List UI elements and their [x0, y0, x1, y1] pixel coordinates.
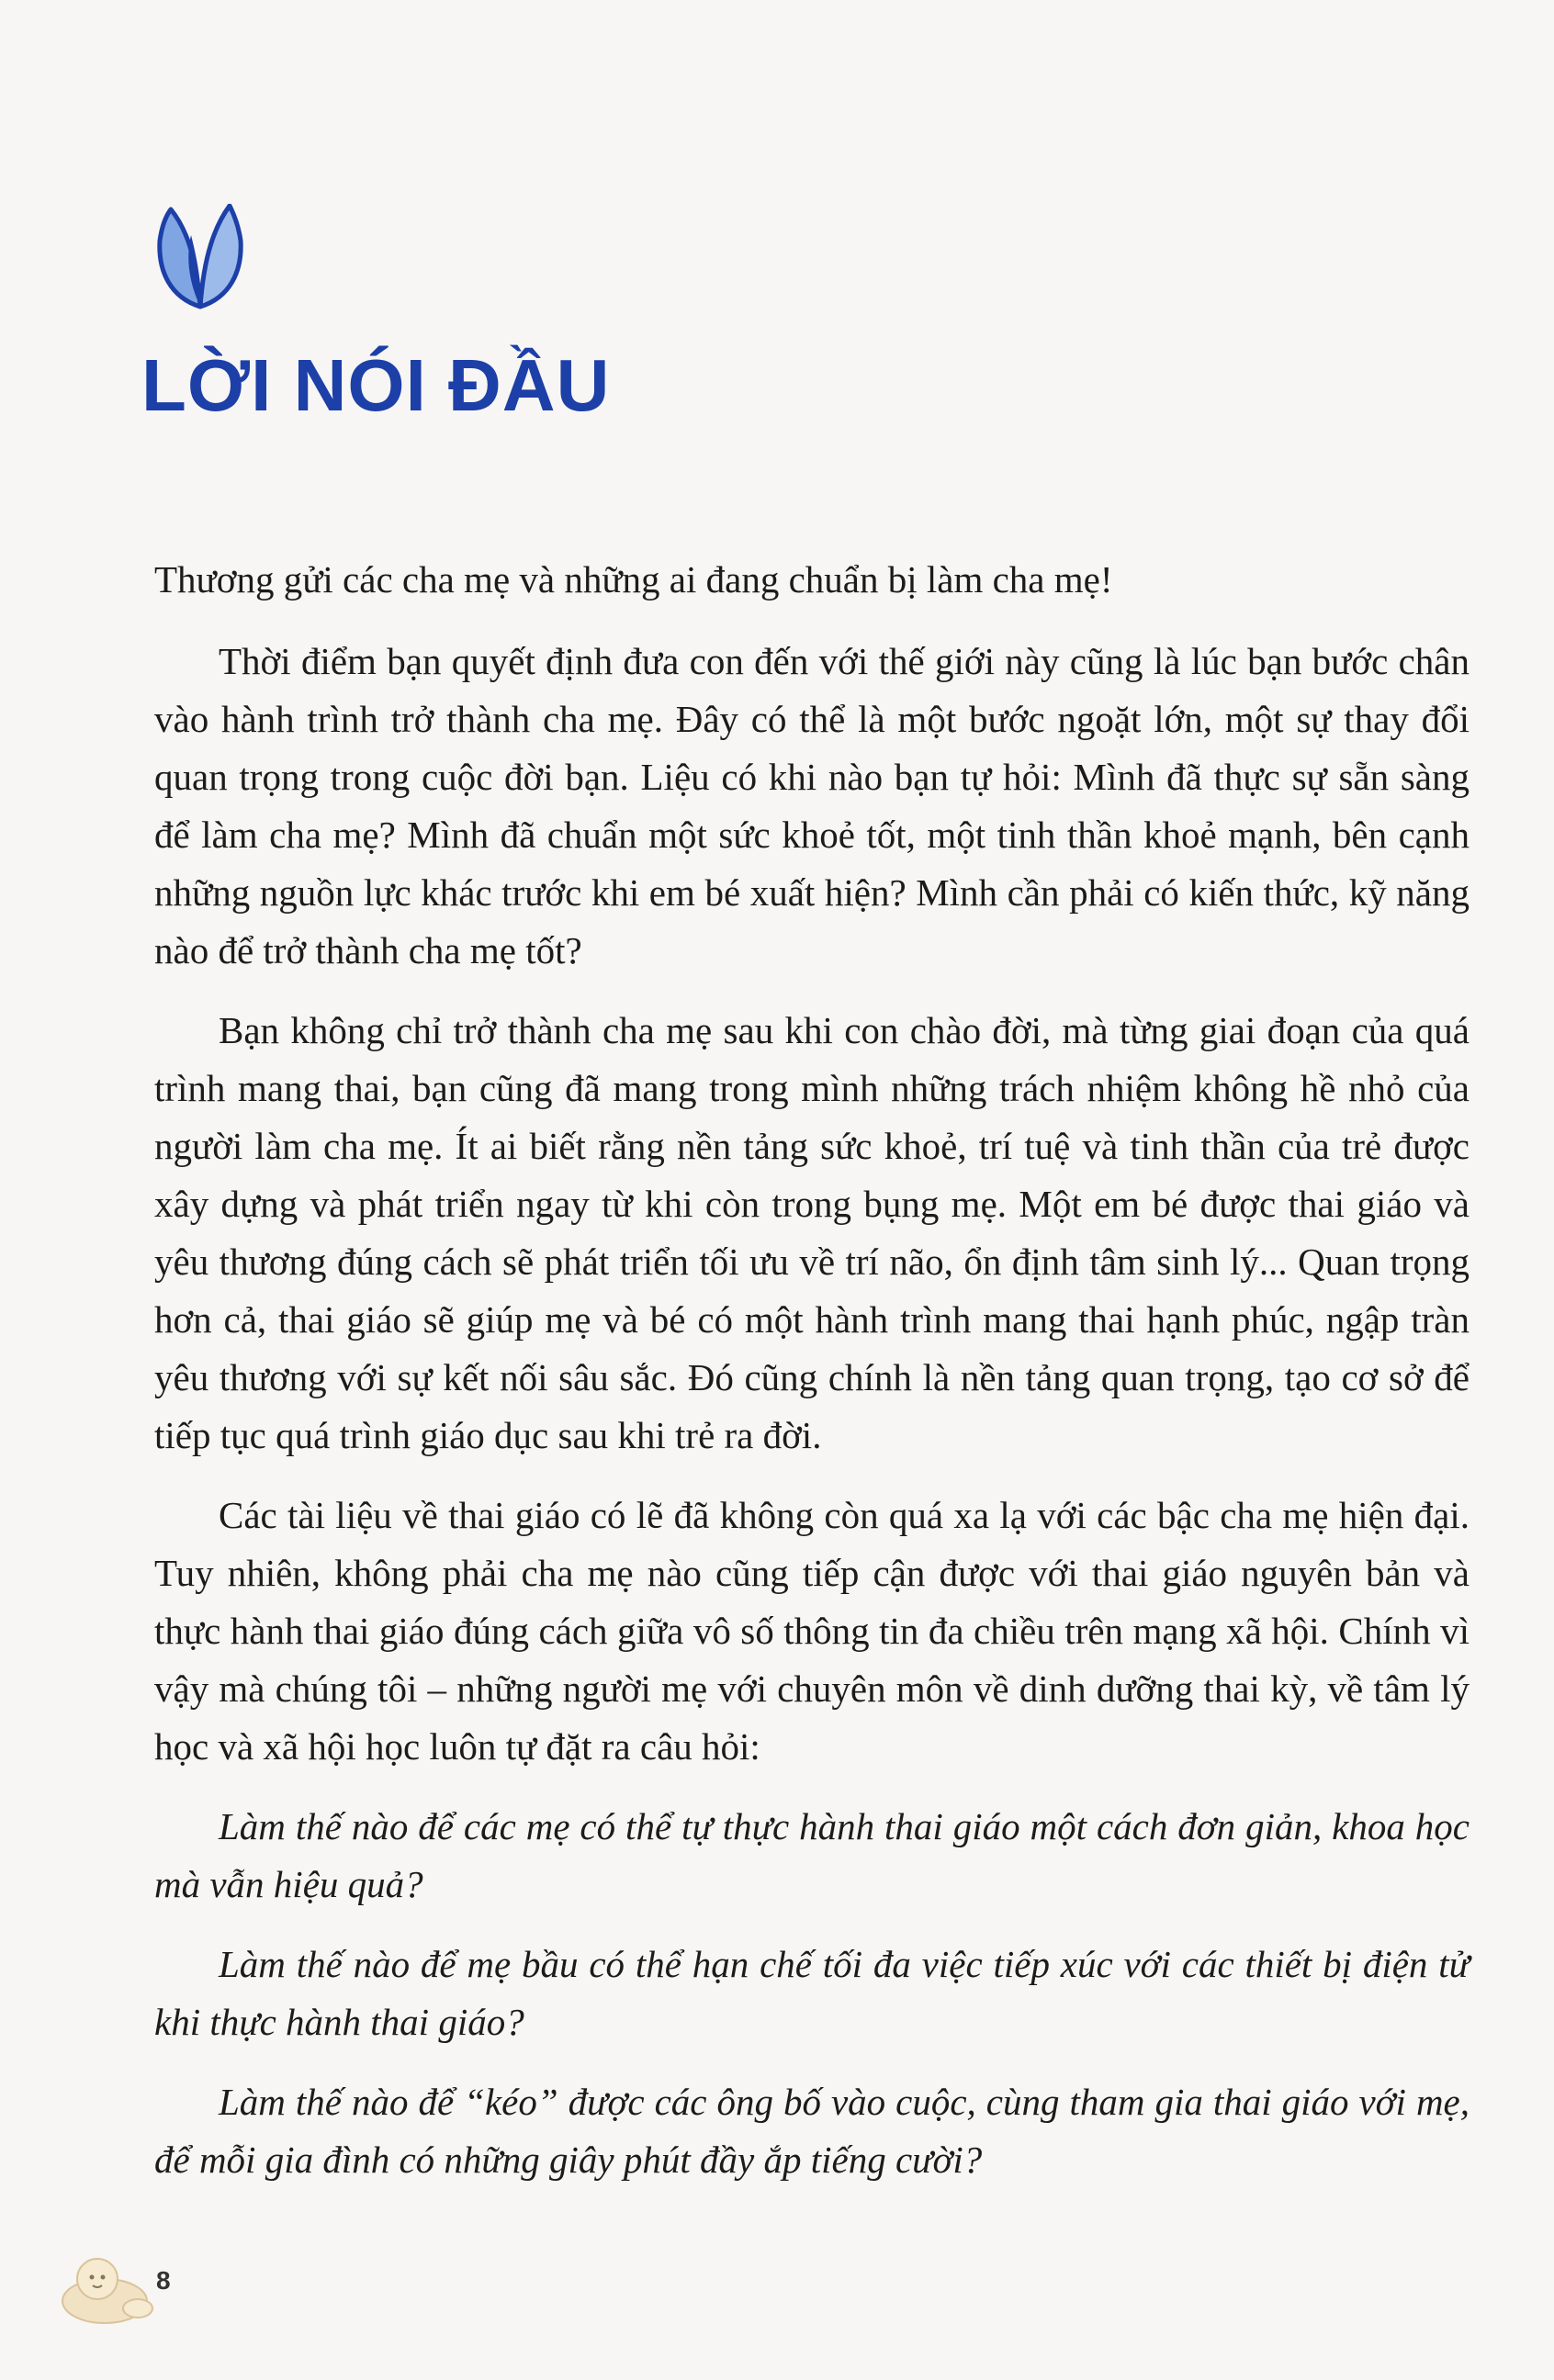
paragraph: Bạn không chỉ trở thành cha mẹ sau khi con chào đời, mà từng giai đoạn của quá trình mang thai, bạn cũng đã mang trong mình những trách nhiệm không hề nhỏ của người làm cha mẹ. Ít ai biết rằng nền tảng sức khoẻ, trí tuệ và tinh thần của trẻ được xây dựng và phát triển ngay từ khi còn trong bụng mẹ. Một em bé được thai giáo và yêu thương đúng cách sẽ phát triển tối ưu về trí não, ổn định tâm sinh lý... Quan trọng hơn cả, thai giáo sẽ giúp mẹ và bé có một hành trình mang thai hạnh phúc, ngập tràn yêu thương với sự kết nối sâu sắc. Đó cũng chính là nền tảng quan trọng, tạo cơ sở để tiếp tục quá trình giáo dục sau khi trẻ ra đời.: [154, 1009, 1470, 1456]
leaf-icon: [154, 204, 246, 312]
paragraph: Thời điểm bạn quyết định đưa con đến với thế giới này cũng là lúc bạn bước chân vào hành trình trở thành cha mẹ. Đây có thể là một bước ngoặt lớn, một sự thay đổi quan trọng trong cuộc đời bạn. Liệu có khi nào bạn tự hỏi: Mình đã thực sự sẵn sàng để làm cha mẹ? Mình đã chuẩn một sức khoẻ tốt, một tinh thần khoẻ mạnh, bên cạnh những nguồn lực khác trước khi em bé xuất hiện? Mình cần phải có kiến thức, kỹ năng nào để trở thành cha mẹ tốt?: [154, 640, 1470, 971]
page-number: 8: [156, 2266, 171, 2295]
question: Làm thế nào để các mẹ có thể tự thực hành thai giáo một cách đơn giản, khoa học mà vẫn hiệu quả?: [154, 1805, 1470, 1905]
body-text: [154, 551, 1470, 2211]
paragraph: Các tài liệu về thai giáo có lẽ đã không còn quá xa lạ với các bậc cha mẹ hiện đại. Tuy nhiên, không phải cha mẹ nào cũng tiếp cận được với thai giáo nguyên bản và thực hành thai giáo đúng cách giữa vô số thông tin đa chiều trên mạng xã hội. Chính vì vậy mà chúng tôi – những người mẹ với chuyên môn về dinh dưỡng thai kỳ, về tâm lý học và xã hội học luôn tự đặt ra câu hỏi:: [154, 1494, 1470, 1768]
question: Làm thế nào để “kéo” được các ông bố vào cuộc, cùng tham gia thai giáo với mẹ, để mỗi gia đình có những giây phút đầy ắp tiếng cười?: [154, 2081, 1470, 2181]
salutation: Thương gửi các cha mẹ và những ai đang chuẩn bị làm cha mẹ!: [154, 558, 1113, 601]
question: Làm thế nào để mẹ bầu có thể hạn chế tối đa việc tiếp xúc với các thiết bị điện tử khi thực hành thai giáo?: [154, 1943, 1470, 2043]
page-title: LỜI NÓI ĐẦU: [141, 344, 611, 426]
